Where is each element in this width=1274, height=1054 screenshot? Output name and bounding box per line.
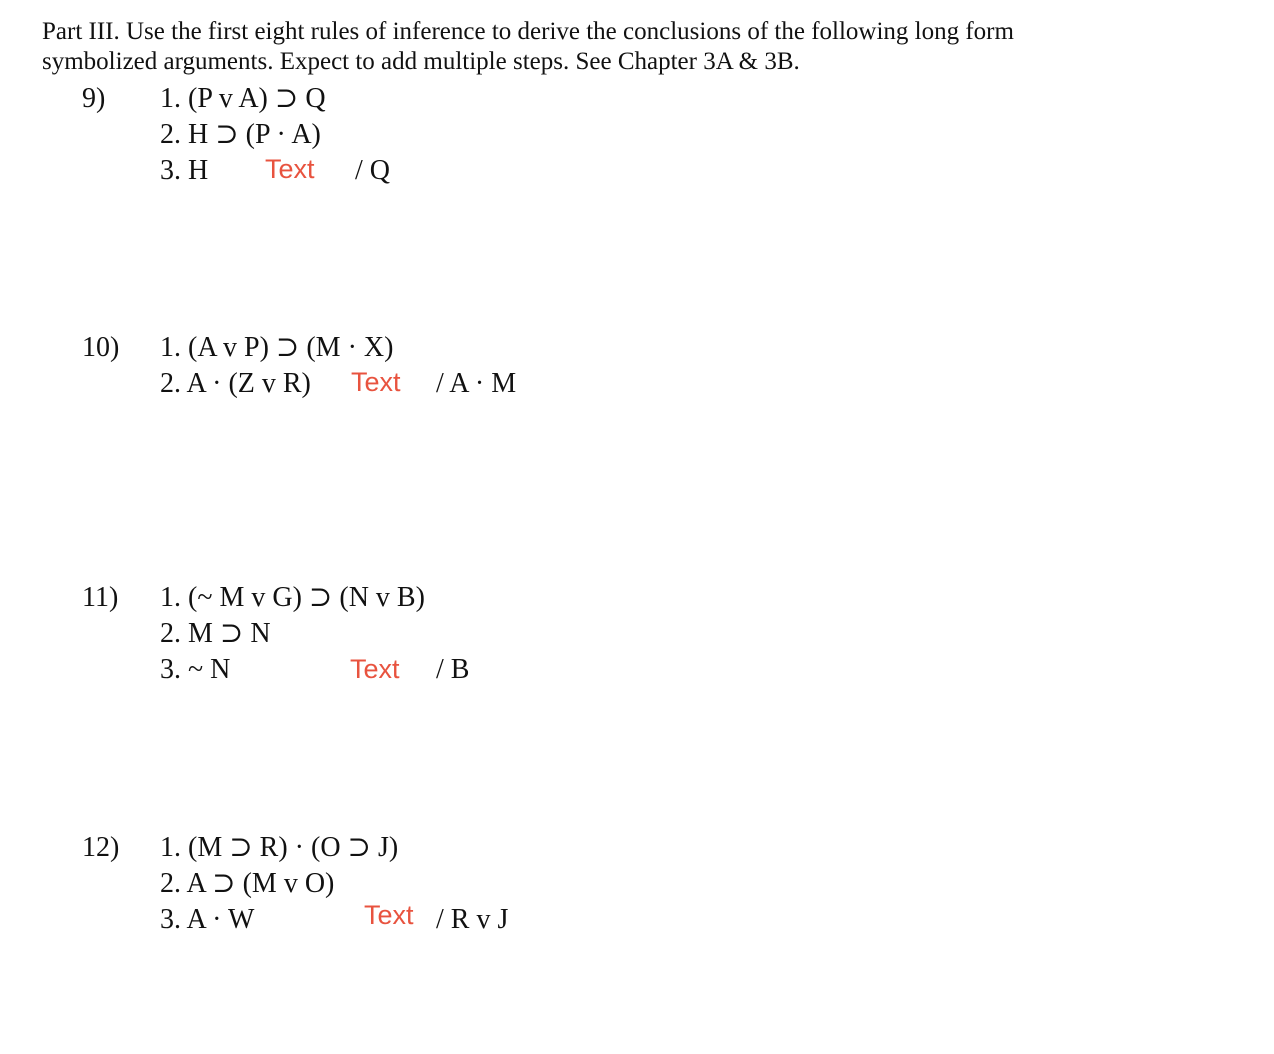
text-placeholder[interactable]: Text — [265, 154, 315, 184]
premise-3: 3. ~ N — [160, 654, 231, 685]
problem-number: 12) — [82, 832, 120, 863]
premise-2: 2. A ⊃ (M v O) — [160, 868, 335, 899]
text-placeholder[interactable]: Text — [351, 367, 401, 397]
premise-2: 2. M ⊃ N — [160, 618, 271, 649]
text-placeholder[interactable]: Text — [350, 654, 400, 684]
problem-number: 9) — [82, 83, 106, 114]
text-placeholder[interactable]: Text — [364, 900, 414, 930]
problem-number: 10) — [82, 332, 120, 363]
conclusion: / R v J — [436, 904, 509, 935]
premise-1: 1. (A v P) ⊃ (M · X) — [160, 332, 394, 363]
premise-1: 1. (~ M v G) ⊃ (N v B) — [160, 582, 425, 613]
premise-1: 1. (P v A) ⊃ Q — [160, 83, 326, 114]
premise-3: 3. H — [160, 155, 209, 186]
instructions-line-2: symbolized arguments. Expect to add multiple steps. See Chapter 3A & 3B. — [42, 48, 800, 75]
premise-2: 2. A · (Z v R) — [160, 368, 311, 399]
conclusion: / A · M — [436, 368, 517, 399]
instructions-line-1: Part III. Use the first eight rules of inference to derive the conclusions of the following long form — [42, 18, 1014, 45]
conclusion: / Q — [355, 155, 390, 186]
premise-3: 3. A · W — [160, 904, 255, 935]
premise-1: 1. (M ⊃ R) · (O ⊃ J) — [160, 832, 399, 863]
problem-number: 11) — [82, 582, 119, 613]
premise-2: 2. H ⊃ (P · A) — [160, 119, 321, 150]
conclusion: / B — [436, 654, 470, 685]
